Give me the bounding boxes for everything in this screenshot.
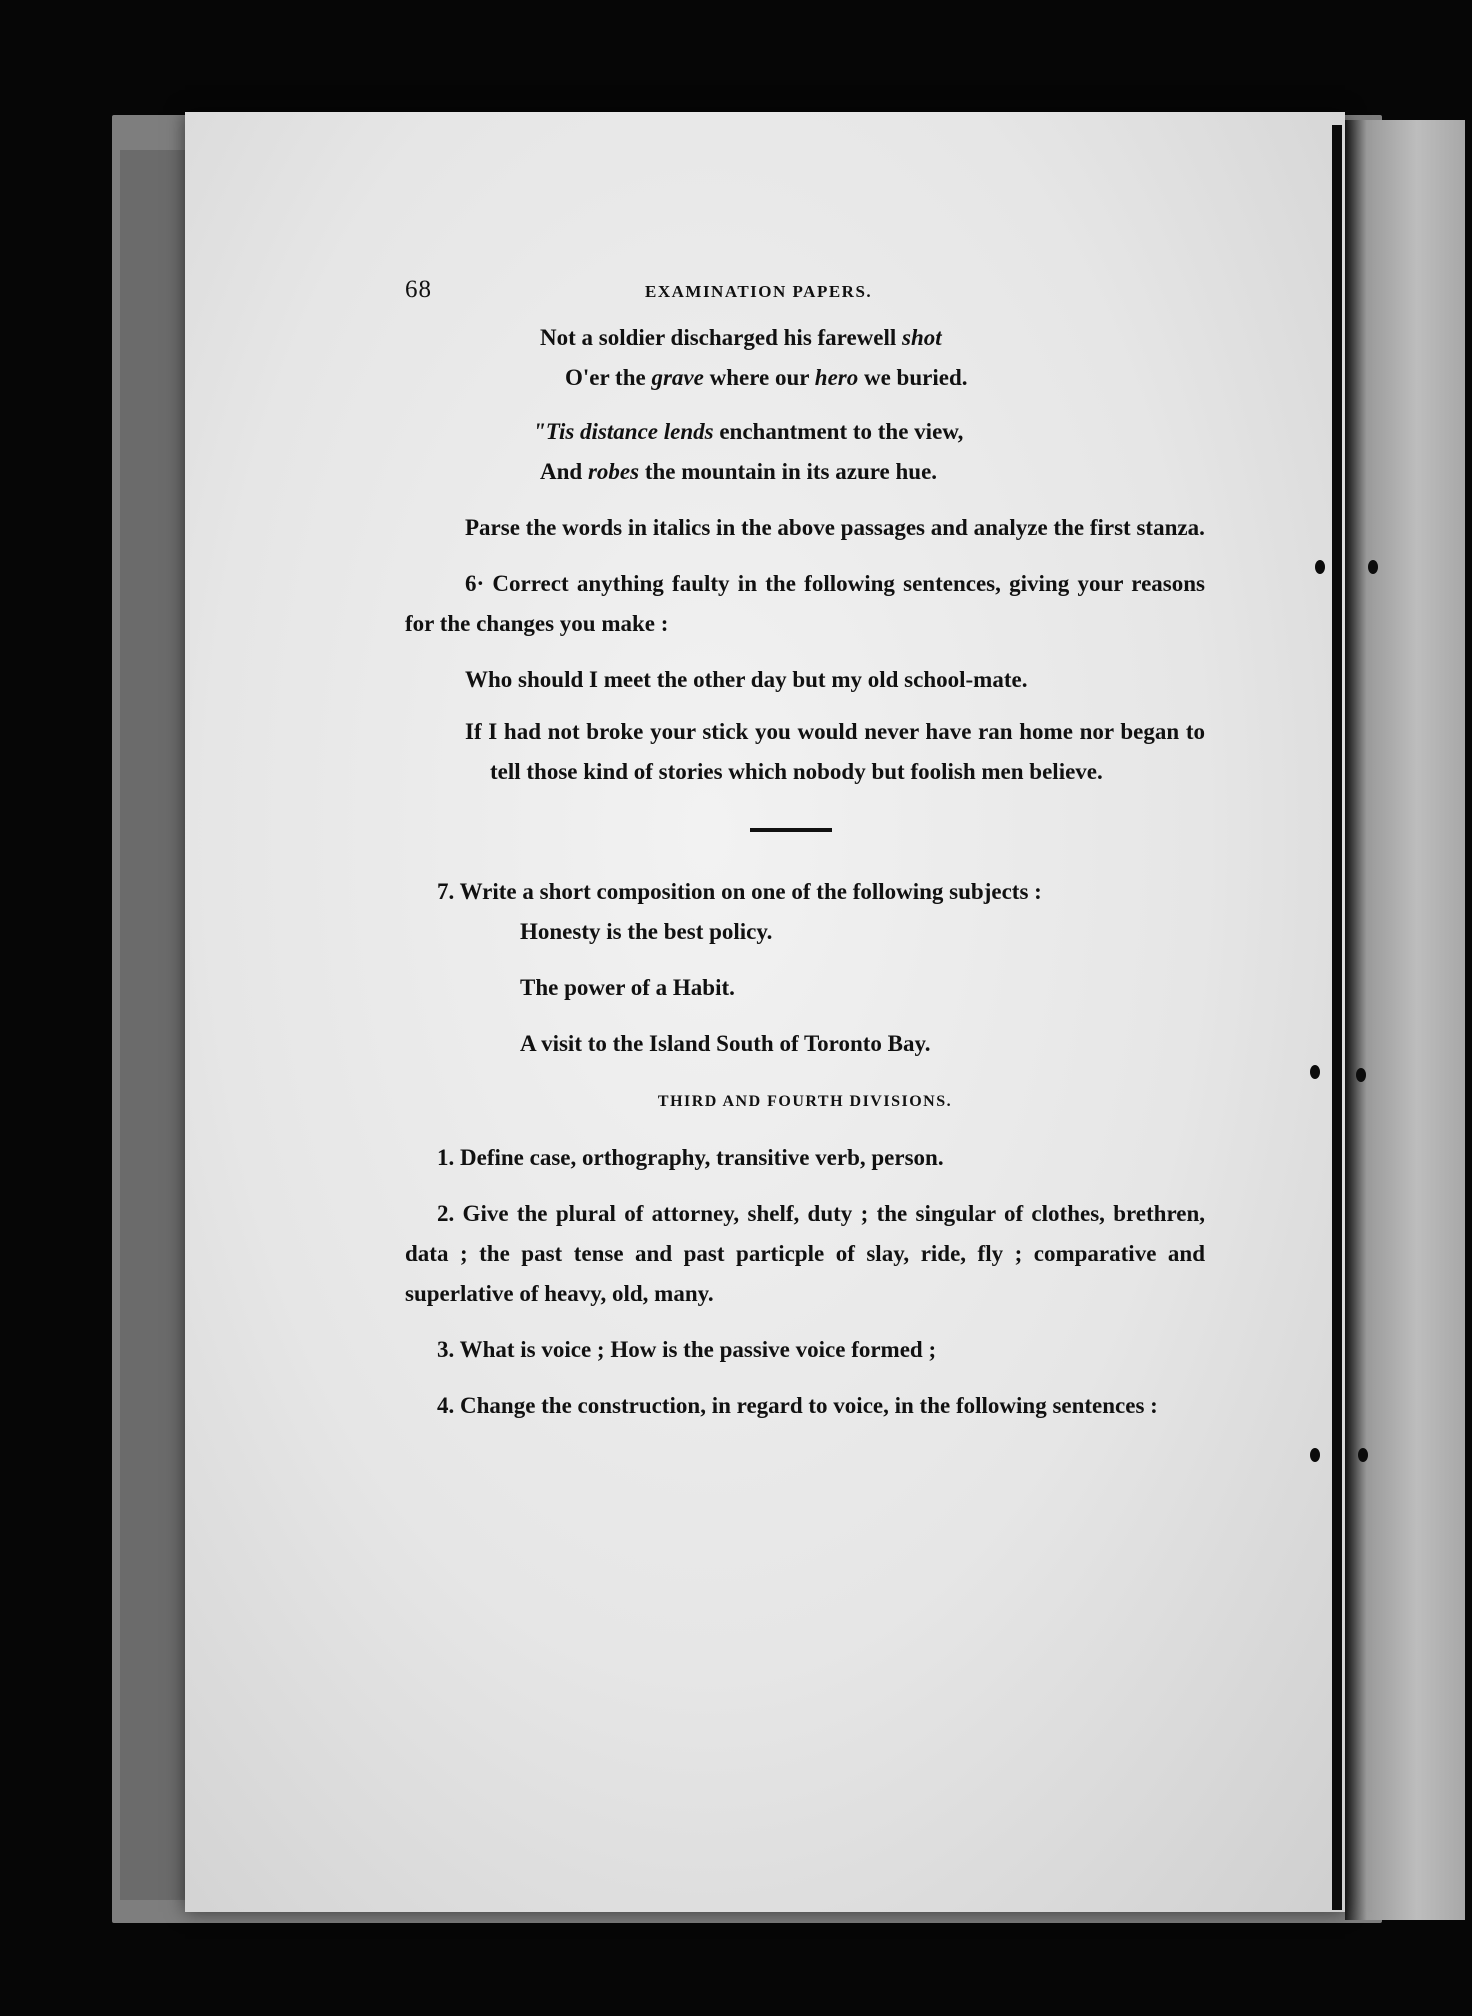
verse-text: Not a soldier discharged his farewell [540,325,903,350]
ink-speck [1310,1448,1320,1462]
parse-instruction: Parse the words in italics in the above passages and analyze the first stanza. [465,515,1205,540]
ink-speck [1315,560,1325,574]
running-title: EXAMINATION PAPERS. [645,282,873,301]
page-number: 68 [405,276,432,303]
composition-subject: The power of a Habit. [520,975,735,1000]
ink-speck [1358,1448,1368,1462]
verse-text: the mountain in its azure hue. [639,459,938,484]
page-text [405,270,1205,1426]
question-6: 6· Correct anything faulty in the following sentences, giving your reasons for the changes you make : [405,571,1205,636]
page-header [405,270,1205,314]
question-2: 2. Give the plural of attorney, shelf, duty ; the singular of clothes, brethren, data ; the past tense and past particple of slay, ride, fly ; comparative and superlative of heavy, old, many. [405,1201,1205,1306]
ink-speck [1368,560,1378,574]
composition-subject: A visit to the Island South of Toronto Bay. [520,1031,931,1056]
verse-line [405,358,1205,398]
italic-word: "Tis distance lends [533,419,714,444]
example-sentence: If I had not broke your stick you would never have ran home nor began to tell those kind of stories which nobody but foolish men believe. [465,719,1205,784]
verse-line [405,318,1205,358]
page-edge [1332,125,1342,1910]
composition-subject: Honesty is the best policy. [520,919,773,944]
question-7: 7. Write a short composition on one of the following subjects : [437,879,1042,904]
ink-speck [1310,1065,1320,1079]
ink-speck [1356,1068,1366,1082]
italic-word: shot [902,325,942,350]
verse-text: where our [703,365,815,390]
verse-text: enchantment to the view, [713,419,964,444]
verse-text: And [540,459,588,484]
facing-page-strip [1345,120,1465,1920]
example-sentence: Who should I meet the other day but my old school-mate. [465,667,1028,692]
section-heading: THIRD AND FOURTH DIVISIONS. [657,1093,953,1110]
question-4: 4. Change the construction, in regard to voice, in the following sentences : [437,1393,1158,1418]
verse-text: we buried. [858,365,968,390]
question-3: 3. What is voice ; How is the passive voice formed ; [437,1337,937,1362]
verse-line [405,412,1205,452]
section-divider [750,828,832,832]
verse-text: O'er the [565,365,652,390]
italic-word: hero [814,365,859,390]
italic-word: robes [587,459,640,484]
italic-word: grave [651,365,704,390]
question-1: 1. Define case, orthography, transitive verb, person. [437,1145,944,1170]
verse-line [405,452,1205,492]
